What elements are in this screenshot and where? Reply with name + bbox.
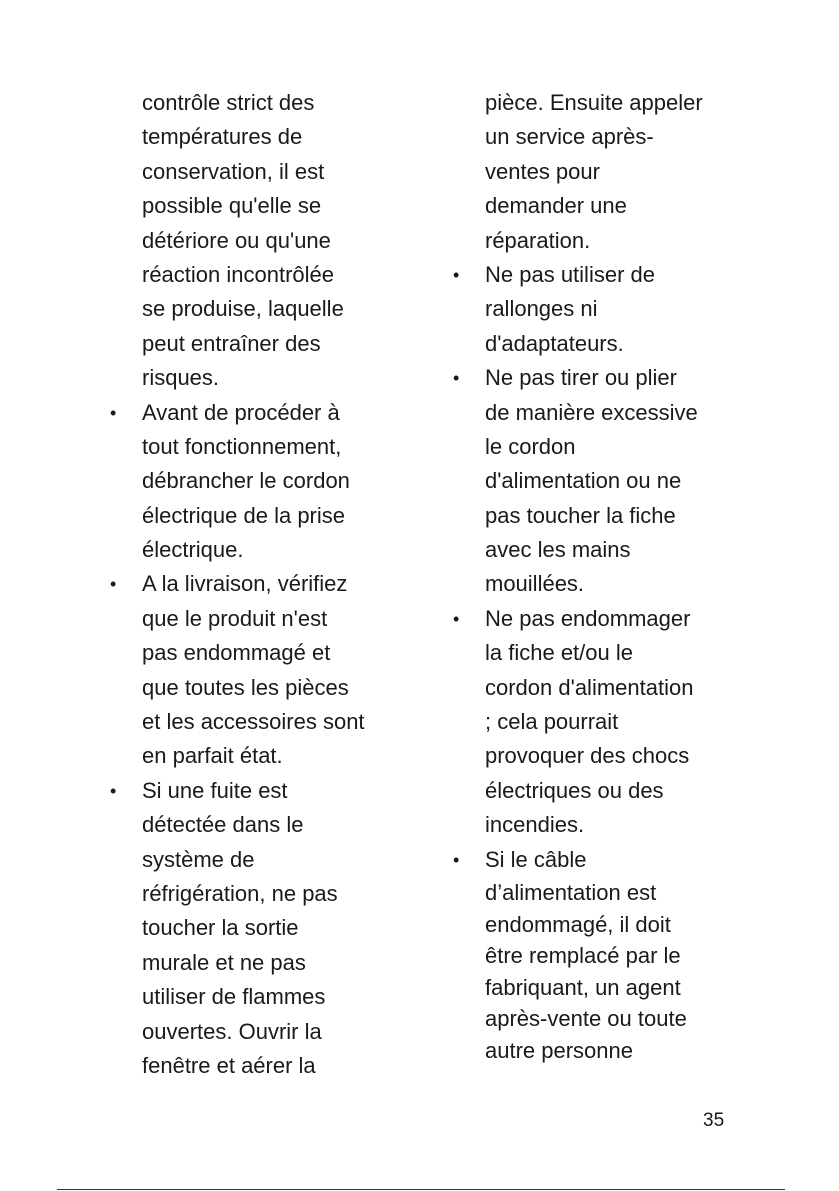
line-text: réparation.	[485, 227, 591, 253]
bullet-item-line	[110, 396, 402, 430]
right-column	[453, 86, 745, 1067]
text-line	[485, 533, 745, 567]
line-text: fabriquant, un agent	[485, 974, 681, 1000]
line-text: réaction incontrôlée	[142, 261, 335, 287]
text-line	[142, 602, 402, 636]
text-line	[142, 843, 402, 877]
line-text: murale et ne pas	[142, 949, 306, 975]
line-text: Avant de procéder à	[142, 399, 340, 425]
text-line	[142, 808, 402, 842]
text-line	[142, 258, 402, 292]
text-line	[142, 292, 402, 326]
line-text: rallonges ni	[485, 296, 598, 322]
line-text: électriques ou des	[485, 777, 664, 803]
line-text: ouvertes. Ouvrir la	[142, 1018, 322, 1044]
text-line	[485, 972, 745, 1004]
line-text: d'adaptateurs.	[485, 330, 624, 356]
text-line	[142, 224, 402, 258]
text-line	[485, 940, 745, 972]
line-text: toucher la sortie	[142, 915, 299, 941]
line-text: pas endommagé et	[142, 640, 331, 666]
bullet-icon: •	[453, 264, 460, 285]
line-text: d’alimentation est	[485, 879, 657, 905]
line-text: Si une fuite est	[142, 777, 288, 803]
text-line	[142, 1049, 402, 1083]
text-line	[142, 327, 402, 361]
line-text: que le produit n'est	[142, 605, 328, 631]
line-text: provoquer des chocs	[485, 743, 690, 769]
line-text: après-vente ou toute	[485, 1006, 687, 1032]
text-line	[485, 327, 745, 361]
bullet-icon: •	[110, 402, 117, 423]
text-line	[485, 808, 745, 842]
text-line	[485, 430, 745, 464]
text-line	[142, 464, 402, 498]
line-text: pièce. Ensuite appeler	[485, 90, 703, 115]
bullet-item-line	[453, 843, 745, 877]
text-line	[142, 1015, 402, 1049]
line-text: températures de	[142, 124, 303, 150]
line-text: la fiche et/ou le	[485, 640, 633, 666]
line-text: le cordon	[485, 433, 576, 459]
bullet-item-line	[110, 774, 402, 808]
line-text: risques.	[142, 365, 220, 391]
page-number: 35	[703, 1110, 725, 1131]
line-text: ; cela pourrait	[485, 709, 619, 735]
bullet-icon: •	[453, 368, 460, 389]
line-text: tout fonctionnement,	[142, 433, 342, 459]
line-text: fenêtre et aérer la	[142, 1052, 316, 1078]
bullet-icon: •	[110, 574, 117, 595]
line-text: Si le câble	[485, 846, 587, 872]
line-text: ventes pour	[485, 158, 600, 184]
line-text: utiliser de flammes	[142, 984, 326, 1010]
line-text: détectée dans le	[142, 812, 304, 838]
line-text: cordon d'alimentation	[485, 674, 694, 700]
line-text: peut entraîner des	[142, 330, 321, 356]
text-line	[485, 705, 745, 739]
line-text: endommagé, il doit	[485, 911, 671, 937]
line-text: détériore ou qu'une	[142, 227, 331, 253]
text-line	[142, 946, 402, 980]
text-line	[485, 774, 745, 808]
text-line	[485, 464, 745, 498]
text-line	[142, 155, 402, 189]
line-text: réfrigération, ne pas	[142, 880, 338, 906]
bullet-icon: •	[453, 849, 460, 870]
text-line	[485, 1035, 745, 1067]
text-line	[142, 533, 402, 567]
bullet-item-line	[453, 602, 745, 636]
text-line	[485, 120, 745, 154]
line-text: contrôle strict des	[142, 90, 315, 115]
line-text: avec les mains	[485, 537, 631, 563]
text-line	[485, 224, 745, 258]
line-text: incendies.	[485, 812, 585, 838]
line-text: mouillées.	[485, 571, 585, 597]
line-text: Ne pas utiliser de	[485, 261, 655, 287]
text-line	[485, 877, 745, 909]
text-line	[142, 430, 402, 464]
bullet-icon: •	[453, 608, 460, 629]
text-line	[485, 671, 745, 705]
text-line	[485, 292, 745, 326]
text-line	[142, 361, 402, 395]
line-text: de manière excessive	[485, 399, 698, 425]
line-text: possible qu'elle se	[142, 193, 322, 219]
line-text: un service après-	[485, 124, 654, 150]
text-line	[485, 86, 745, 120]
text-line	[142, 739, 402, 773]
line-text: demander une	[485, 193, 627, 219]
text-line	[142, 636, 402, 670]
text-line	[485, 189, 745, 223]
line-text: A la livraison, vérifiez	[142, 571, 348, 597]
text-line	[485, 636, 745, 670]
line-text: que toutes les pièces	[142, 674, 349, 700]
line-text: être remplacé par le	[485, 943, 681, 969]
line-text: Ne pas endommager	[485, 605, 691, 631]
line-text: électrique de la prise	[142, 502, 346, 528]
text-line	[142, 911, 402, 945]
line-text: autre personne	[485, 1037, 633, 1063]
text-line	[142, 499, 402, 533]
line-text: et les accessoires sont	[142, 709, 365, 735]
bullet-item-line	[453, 361, 745, 395]
text-line	[142, 189, 402, 223]
line-text: système de	[142, 846, 255, 872]
line-text: débrancher le cordon	[142, 468, 350, 494]
text-line	[485, 499, 745, 533]
line-text: Ne pas tirer ou plier	[485, 365, 677, 391]
line-text: se produise, laquelle	[142, 296, 344, 322]
line-text: d'alimentation ou ne	[485, 468, 682, 494]
bullet-item-line	[110, 567, 402, 601]
text-line	[142, 705, 402, 739]
text-line	[142, 877, 402, 911]
bullet-item-line	[453, 258, 745, 292]
text-line	[142, 980, 402, 1014]
text-line	[485, 567, 745, 601]
footer-rule	[57, 1189, 785, 1190]
text-line	[142, 86, 402, 120]
text-line	[485, 396, 745, 430]
text-line	[485, 909, 745, 941]
left-column	[110, 86, 402, 1083]
line-text: conservation, il est	[142, 158, 325, 184]
bullet-icon: •	[110, 780, 117, 801]
line-text: en parfait état.	[142, 743, 283, 769]
text-line	[142, 671, 402, 705]
line-text: électrique.	[142, 537, 244, 563]
text-line	[485, 1003, 745, 1035]
line-text: pas toucher la fiche	[485, 502, 676, 528]
text-line	[485, 155, 745, 189]
text-line	[142, 120, 402, 154]
text-line	[485, 739, 745, 773]
